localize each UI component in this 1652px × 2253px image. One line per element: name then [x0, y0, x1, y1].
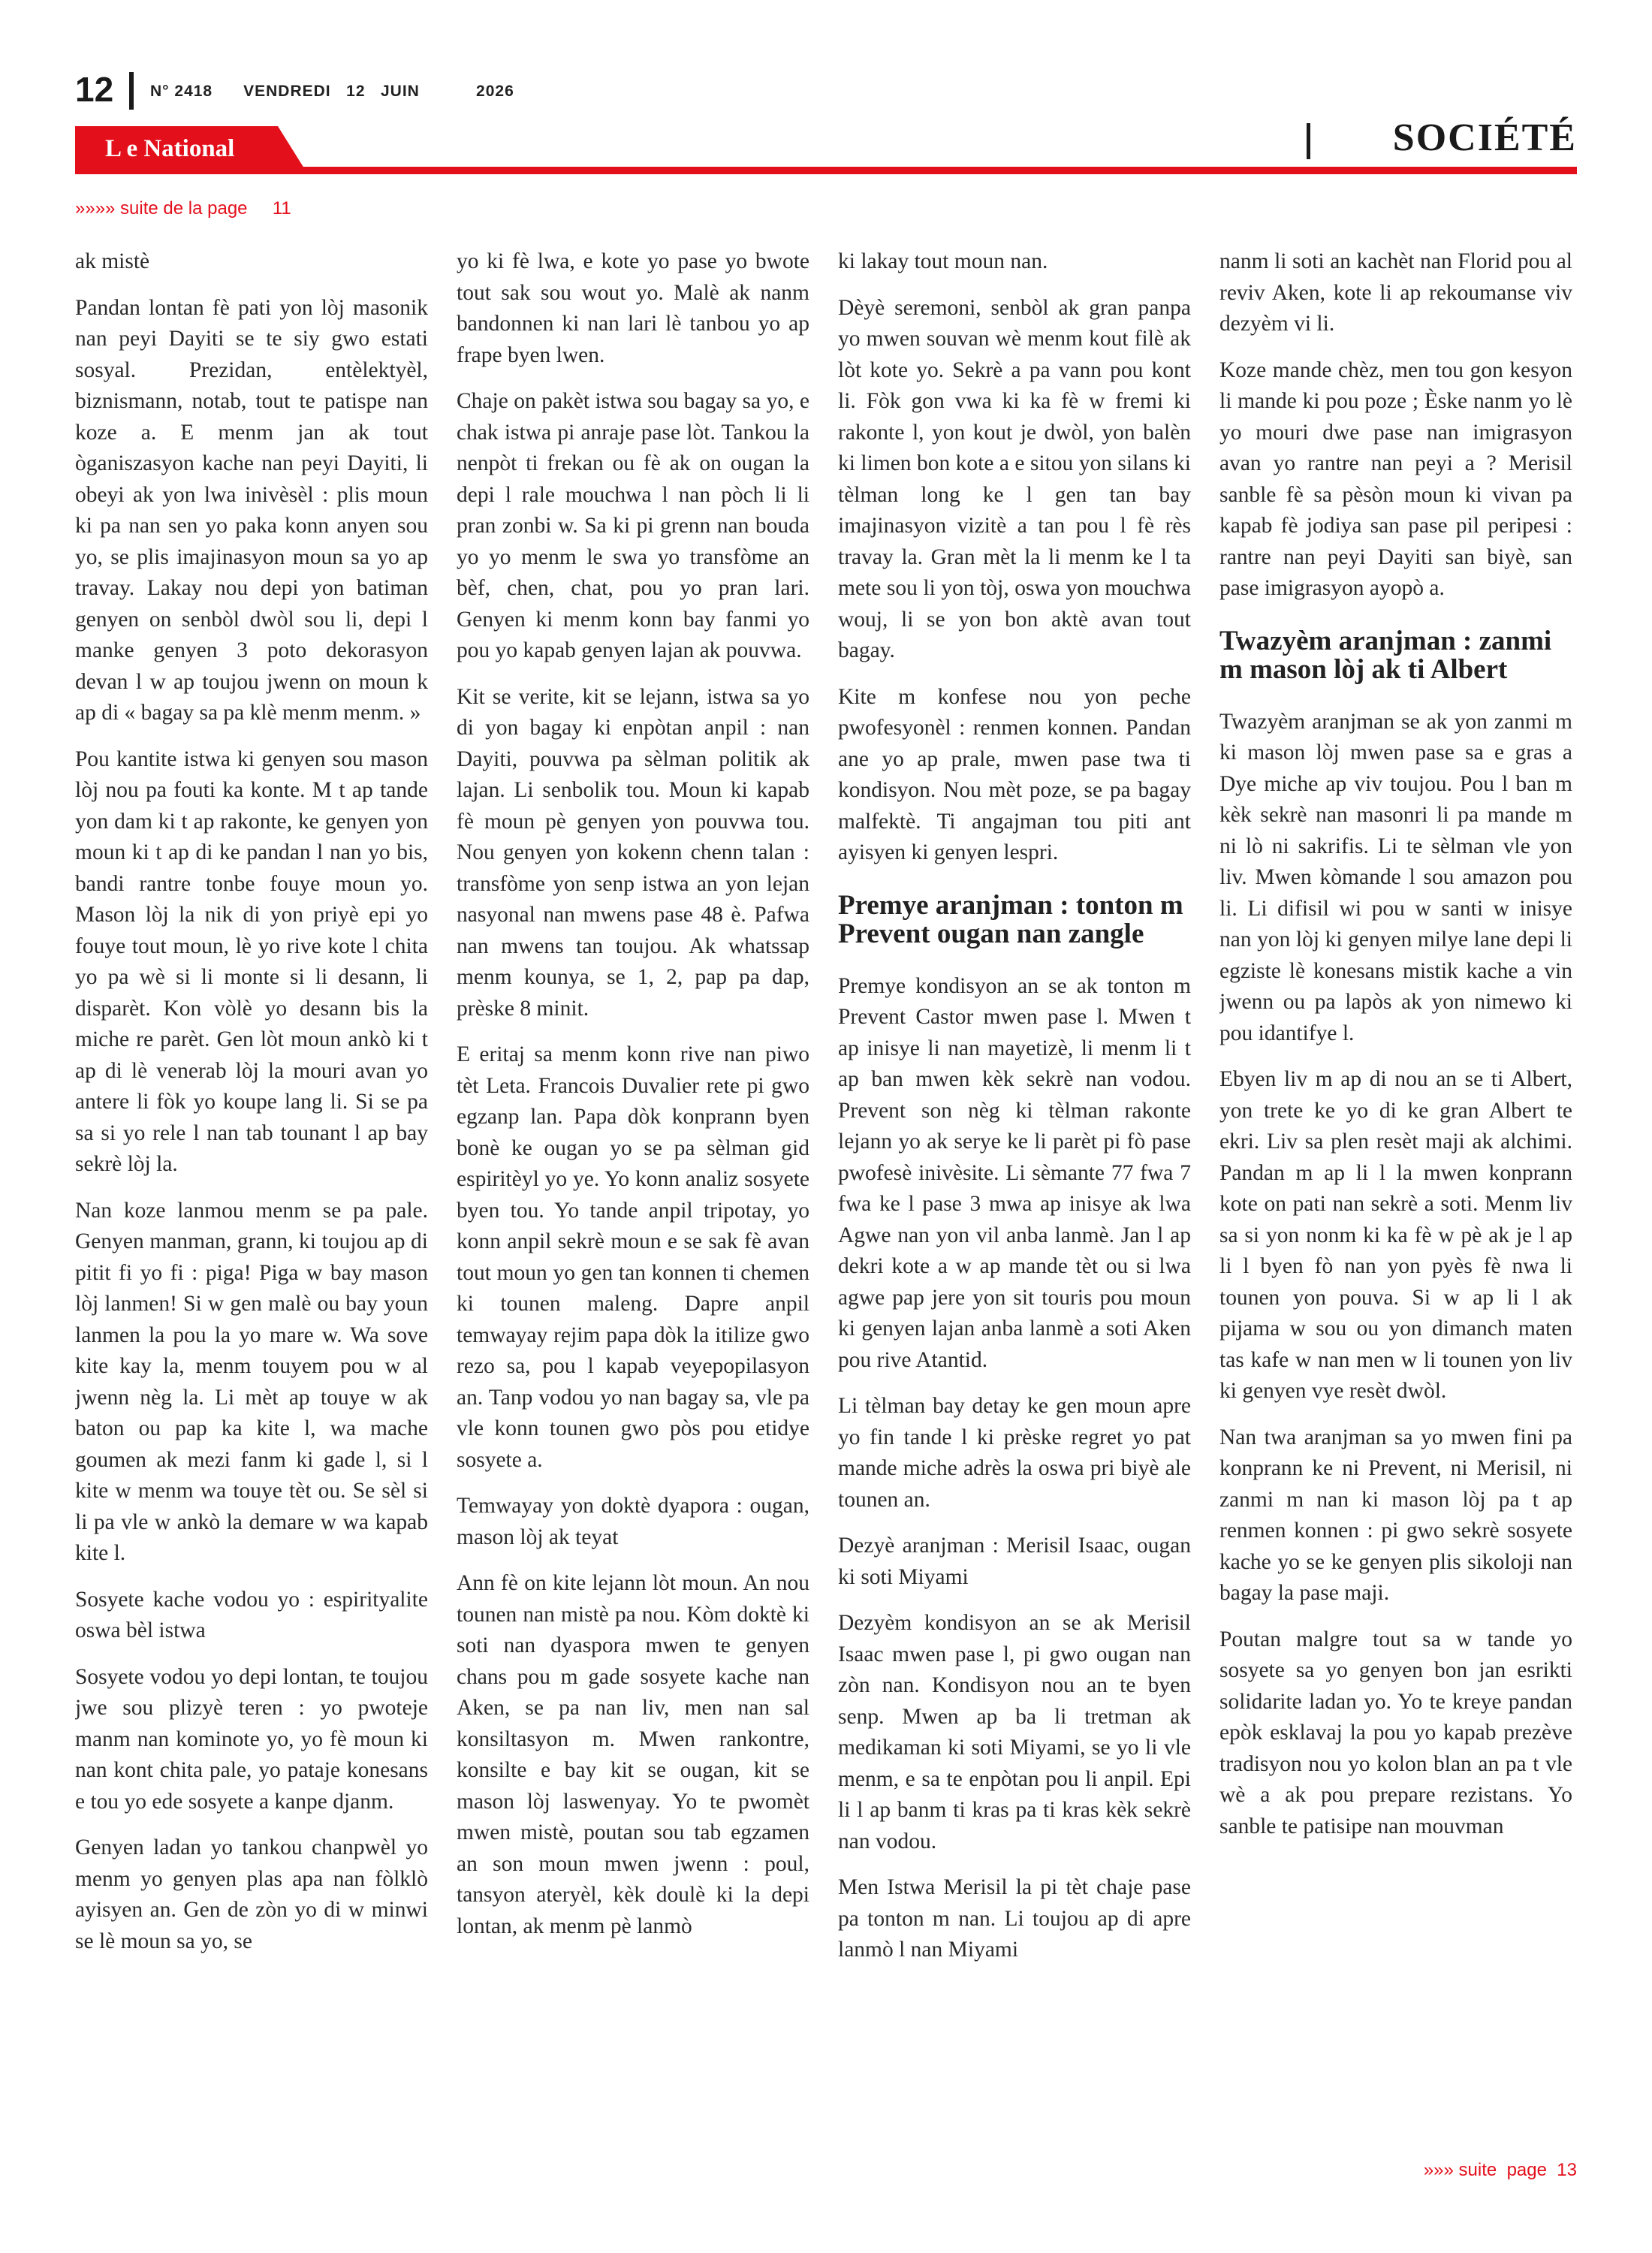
- paragraph: Pou kantite istwa ki genyen sou mason lòj nou pa fouti ka konte. M t ap tande yon dam ki t ap rakonte, ke genyen yon moun ki t ap di ke pandan l nan yo bis, bandi rantre tonbe fouye moun yo. Mason lòj la nik di yon priyè epi yo fouye tout moun, lè yo rive kote l chita yo pa wè si li monte si li desann, li disparèt. Kon vòlè yo desann bis la miche re parèt. Gen lòt moun ankò ki t ap di lè venerab lòj la mouri avan yo antere li fòk yo koupe lang li. Si se pa sa si yo rele l nan tab tounant l ap bay sekrè lòj la.: [75, 746, 428, 1176]
- article-column-1: [75, 246, 428, 2154]
- paragraph: ki lakay tout moun nan.: [838, 249, 1048, 273]
- continued-from-note: »»»» suite de la page 11: [75, 198, 291, 219]
- paragraph: E eritaj sa menm konn rive nan piwo tèt Leta. Francois Duvalier rete pi gwo egzanp lan. Papa dòk konprann byen bonè ke ougan yo se pa sèlman gid espiritèyl yo ye. Yo konn analiz sosyete byen tou. Yo tande anpil tripotay, yo konn anpil sekrè moun e se sak fè avan tout moun yo gen tan konnen ti chemen ki tounen maleng. Dapre anpil temwayay rejim papa dòk la itilize gwo rezo sa, pou l kapab veyepopilasyon an. Tanp vodou yo nan bagay sa, vle pa vle konn tounen gwo pòs pou etidye sosyete a.: [457, 1042, 809, 1472]
- paragraph: Kit se verite, kit se lejann, istwa sa yo di yon bagay ki enpòtan anpil : nan Dayiti, pouvwa pa sèlman politik ak lajan. Li senbolik tou. Moun ki kapab fè moun pè genyen yon pouvwa tou. Nou genyen yon kokenn chenn talan : transfòme yon senp istwa an yon lejan nasyonal nan mwens pase 48 è. Pafwa nan mwens tan toujou. Ak whatssap menm kounya, se 1, 2, pap pa dap, prèske 8 minit.: [457, 684, 809, 1021]
- paragraph: Premye kondisyon an se ak tonton m Prevent Castor mwen pase l. Mwen t ap inisye li nan mayetizè, li menm li t ap ban mwen kèk sekrè nan vodou. Prevent son nèg ki tèlman rakonte lejann yo ak serye ke li parèt pi fò pase pwofesè inivèsite. Li sèmante 77 fwa 7 fwa ke l pase 3 mwa ap inisye ak lwa Agwe nan yon vil anba lanmè. Jan l ap dekri kote a w ap mande tèt ou si lwa agwe pap jere yon sit touris pou moun ki genyen lajan anba lanmè a soti Aken pou rive Atantid.: [838, 973, 1191, 1372]
- paragraph: Sosyete kache vodou yo : espirityalite oswa bèl istwa: [75, 1587, 428, 1642]
- subheading: Premye aranjman : tonton m Prevent ougan nan zangle: [838, 889, 1183, 949]
- continued-to-note: »»» suite page 13: [1423, 2160, 1577, 2180]
- paragraph: Chaje on pakèt istwa sou bagay sa yo, e chak istwa pi anraje pase lòt. Tankou la nenpòt ti frekan ou fè ak on ougan la depi l rale mouchwa l nan pòch li li pran zonbi w. Sa ki pi grenn nan bouda yo yo menm le swa yo transfòme an bèf, chen, chat, pou yo pran lari. Genyen ki menm konn bay fanmi yo pou yo kapab genyen lajan ak pouvwa.: [457, 389, 809, 662]
- subheading: Twazyèm aranjman : zanmi m mason lòj ak ti Albert: [1219, 625, 1552, 685]
- paragraph: Nan koze lanmou menm se pa pale. Genyen manman, grann, ki toujou ap di pitit fi yo fi : piga! Piga w bay mason lòj lanmen! Si w gen malè ou bay youn lanmen la pou la yo mare w. Wa sove kite kay la, menm touyem pou w al jwenn nèg la. Li mèt ap touye w ak baton ou pap ka kite l, wa mache goumen ak mezi fanm ki gade l, si l kite w menm wa touye tèt ou. Se sèl si li pa vle w ankò la demare w wa kapab kite l.: [75, 1198, 428, 1565]
- article-column-3: [838, 246, 1191, 2154]
- paragraph: Sosyete vodou yo depi lontan, te toujou jwe sou plizyè teren : yo pwoteje manm nan kominote yo, yo fè moun ki nan kont chita pale, yo pataje konesans e tou yo ede sosyete a kanpe djanm.: [75, 1664, 428, 1814]
- page-header: [75, 69, 1577, 114]
- section-title: SOCIÉTÉ: [1392, 116, 1577, 159]
- header-divider: [129, 72, 134, 110]
- paragraph: Twazyèm aranjman se ak yon zanmi m ki mason lòj mwen pase sa e gras a Dye miche ap viv toujou. Pou l ban m kèk sekrè nan masonri li pa mande m ni lò ni sakrifis. Li te sèlman vle yon liv. Mwen kòmande l sou amazon pou li. Li difisil wi pou w santi w inisye nan yon lòj ki genyen milye lane depi li egziste lè konesans mistik kache a vin jwenn ou pa lapòs ak yon nimewo ki pou idantifye l.: [1219, 709, 1572, 1045]
- masthead-band: [75, 126, 1577, 174]
- paragraph: Kite m konfese nou yon peche pwofesyonèl : renmen konnen. Pandan ane yo ap prale, mwen pase twa ti kondisyon. Nou mèt poze, se pa bagay malfektè. Ti angajman tou piti ant ayisyen ki genyen lespri.: [838, 684, 1191, 864]
- paragraph: Genyen ladan yo tankou chanpwèl yo menm yo genyen plas apa nan fòlklò ayisyen an. Gen de zòn yo di w minwi se lè moun sa yo, se: [75, 1835, 428, 1953]
- paragraph: ak mistè: [75, 249, 150, 273]
- paragraph: yo ki fè lwa, e kote yo pase yo bwote tout sak sou wout yo. Malè ak nanm bandonnen ki nan lari lè tanbou yo ap frape byen lwen.: [457, 249, 809, 367]
- paragraph: Koze mande chèz, men tou gon kesyon li mande ki pou poze ; Èske nanm yo lè yo mouri dwe pase nan imigrasyon avan yo rantre nan peyi a ? Merisil sanble fè sa pèsòn moun ki vivan pa kapab fè jodiya san pase pil peripesi : rantre nan peyi Dayiti san biyè, san pase imigrasyon ayopò a.: [1219, 357, 1572, 600]
- paragraph: Dèyè seremoni, senbòl ak gran panpa yo mwen souvan wè menm kout filè ak lòt kote yo. Sekrè a pa vann pou kont li. Fòk gon vwa ki ka fè w fremi ki rakonte l, yon kout je dwòl, yon balèn ki limen bon kote a e sitou yon silans ki tèlman long ke l gen tan bay imajinasyon vizitè a tan pou l fè rès travay la. Gran mèt la li menm ke l ta mete sou li yon tòj, oswa yon mouchwa wouj, li se yon bon aktè avan tout bagay.: [838, 295, 1191, 662]
- paragraph: Poutan malgre tout sa w tande yo sosyete sa yo genyen bon jan esrikti solidarite ladan yo. Yo te kreye pandan epòk esklavaj la pou yo kapab prezève tradisyon nou yo kolon blan an pa t vle wè a ak pou prepare rezistans. Yo sanble te patisipe nan mouvman: [1219, 1627, 1572, 1838]
- section-divider: [1307, 123, 1310, 159]
- paragraph: Nan twa aranjman sa yo mwen fini pa konprann ke ni Prevent, ni Merisil, ni zanmi m nan ki mason lòj pa t ap renmen konnen : pi gwo sekrè sosyete kache yo se ke genyen plis sikoloji nan bagay la pase maji.: [1219, 1425, 1572, 1605]
- paragraph: Pandan lontan fè pati yon lòj masonik nan peyi Dayiti se te siy gwo estati sosyal. Prezidan, entèlektyèl, biznismann, notab, tout te patispe nan koze a. E menm jan ak tout òganiszasyon kache nan peyi Dayiti, li obeyi ak yon lwa inivèsèl : plis moun ki pa nan sen yo paka konn anyen sou yo, se plis imajinasyon moun sa yo ap travay. Lakay nou depi yon batiman genyen on senbòl dwòl sou li, depi l manke genyen 3 poto dekorasyon devan l w ap toujou jwenn on moun k ap di « bagay sa pa klè menm menm. »: [75, 295, 428, 725]
- paragraph: Ebyen liv m ap di nou an se ti Albert, yon trete ke yo di ke gran Albert te ekri. Liv sa plen resèt maji ak alchimi. Pandan m ap li l la mwen konprann kote on pati nan sekrè a soti. Menm liv sa si yon nonm ki ka fè w pè ak je l ap li l byen fò nan yon pyès fè nwa li tounen yon pouva. Si w ap li l ak pijama w sou ou yon dimanch maten tas kafe w nan men w li tounen yon liv ki genyen vye resèt dwòl.: [1219, 1067, 1572, 1403]
- paragraph: Li tèlman bay detay ke gen moun apre yo fin tande l ki prèske regret yo pat mande miche adrès la oswa pri biyè ale tounen an.: [838, 1394, 1191, 1512]
- article-column-2: [457, 246, 809, 2154]
- article-column-4: [1219, 246, 1572, 2154]
- issue-line: N° 2418 VENDREDI 12 JUIN 2026: [150, 83, 514, 100]
- paragraph: Dezyèm kondisyon an se ak Merisil Isaac mwen pase l, pi gwo ougan nan zòn nan. Kondisyon nou an te byen senp. Mwen ap ba li tretman ak medikaman ki soti Miyami, se yo li vle menm, e sa te enpòtan pou li anpil. Epi li l ap banm ti kras pa ti kras kèk sekrè nan vodou.: [838, 1611, 1191, 1853]
- paragraph: Temwayay yon doktè dyapora : ougan, mason lòj ak teyat: [457, 1494, 809, 1549]
- page-number: 12: [75, 70, 114, 109]
- paragraph: Dezyè aranjman : Merisil Isaac, ougan ki soti Miyami: [838, 1534, 1191, 1589]
- paragraph: Men Istwa Merisil la pi tèt chaje pase pa tonton m nan. Li toujou ap di apre lanmò l nan Miyami: [838, 1875, 1191, 1962]
- paragraph: nanm li soti an kachèt nan Florid pou al reviv Aken, kote li ap rekoumanse viv dezyèm vi li.: [1219, 249, 1572, 336]
- publication-name: L e National: [105, 135, 235, 162]
- paragraph: Ann fè on kite lejann lòt moun. An nou tounen nan mistè pa nou. Kòm doktè ki soti nan dyaspora mwen te genyen chans pou m gade sosyete kache nan Aken, se pa nan liv, men nan sal konsiltasyon m. Mwen rankontre, konsilte e bay kit se ougan, kit se mason lòj laswenyay. Yo te pwomèt mwen mistè, poutan sou tab egzamen an son moun mwen jwenn : poul, tansyon ateryèl, kèk doulè ki la depi lontan, ak menm pè lanmò: [457, 1571, 809, 1938]
